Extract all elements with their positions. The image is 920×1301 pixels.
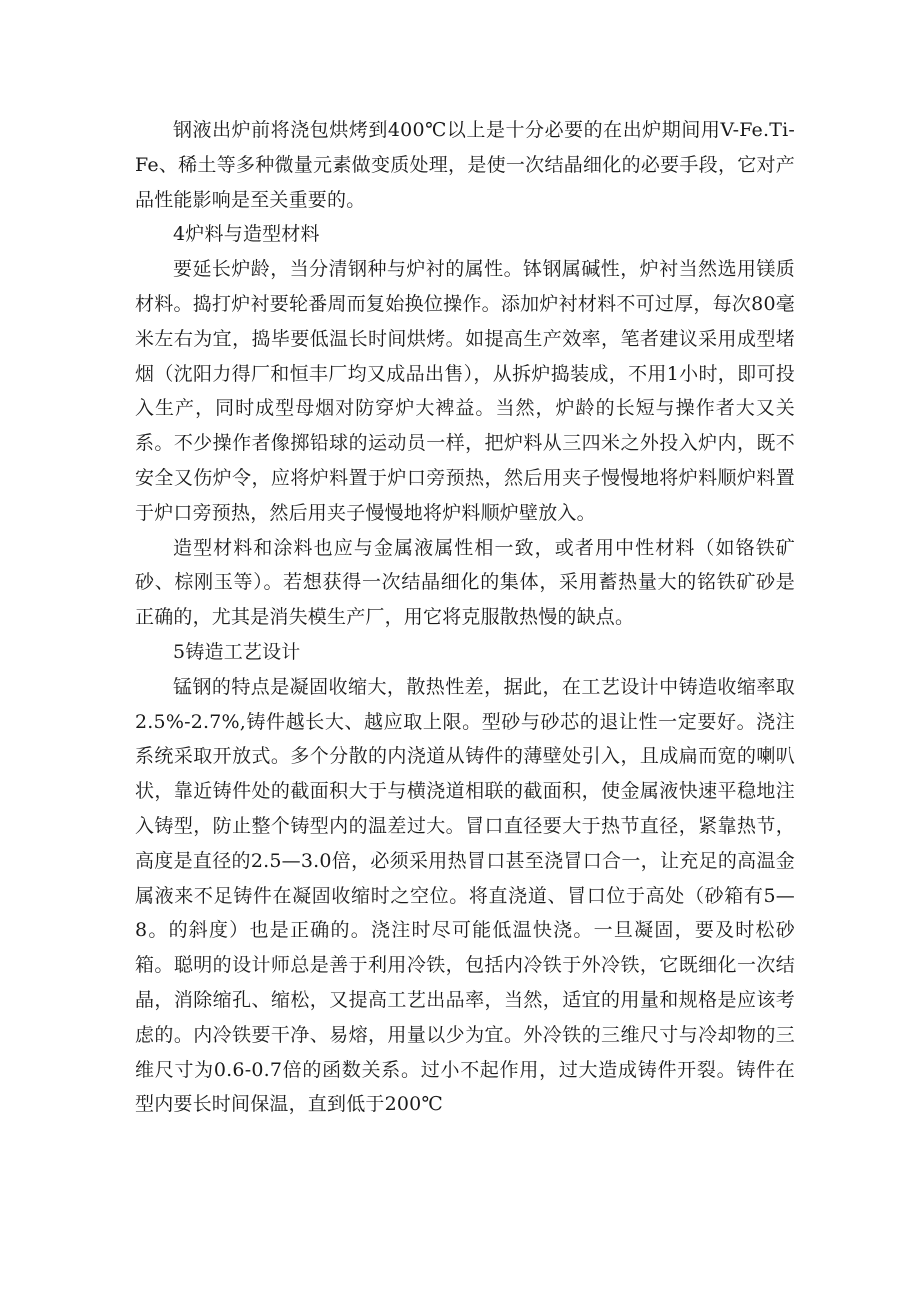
paragraph-furnace-lining: 要延长炉龄，当分清钢种与炉衬的属性。钵钢属碱性，炉衬当然选用镁质材料。捣打炉衬要轮番周而复始换位操作。添加炉衬材料不可过厚，每次80毫米左右为宜，捣毕要低温长时间烘烤。如提高生产效率，笔者建议采用成型堵烟（沈阳力得厂和恒丰厂均又成品出售），从拆炉捣装成，不用1小时，即可投入生产，同时成型母烟对防穿炉大裨益。当然，炉龄的长短与操作者大又关系。不少操作者像掷铅球的运动员一样，把炉料从三四米之外投入炉内，既不安全又伤炉令，应将炉料置于炉口旁预热，然后用夹子慢慢地将炉料顺炉料置于炉口旁预热，然后用夹子慢慢地将炉料顺炉壁放入。 [135, 258, 795, 524]
document-body [135, 113, 795, 1122]
paragraph-molding-materials: 造型材料和涂料也应与金属液属性相一致，或者用中性材料（如铬铁矿砂、棕刚玉等）。若想获得一次结晶细化的集体，采用蓄热量大的铭铁矿砂是正确的，尤其是消失模生产厂，用它将克服散热慢的缺点。 [135, 536, 795, 629]
section-heading-charge-materials: 4炉料与造型材料 [173, 223, 320, 246]
section-heading-casting-design: 5铸造工艺设计 [173, 640, 301, 663]
paragraph-casting-process: 锰钢的特点是凝固收缩大，散热性差，据此，在工艺设计中铸造收缩率取2.5%-2.7%,铸件越长大、越应取上限。型砂与砂芯的退让性一定要好。浇注系统采取开放式。多个分散的内浇道从铸件的薄壁处引入，且成扁而宽的喇叭状，靠近铸件处的截面积大于与横浇道相联的截面积，使金属液快速平稳地注入铸型，防止整个铸型内的温差过大。冒口直径要大于热节直径，紧靠热节，高度是直径的2.5—3.0倍，必须采用热冒口甚至浇冒口合一，让充足的高温金属液来不足铸件在凝固收缩时之空位。将直浇道、冒口位于高处（砂箱有5—8。的斜度）也是正确的。浇注时尽可能低温快浇。一旦凝固，要及时松砂箱。聪明的设计师总是善于利用冷铁，包括内冷铁于外冷铁，它既细化一次结晶，消除缩孔、缩松，又提高工艺出品率，当然，适宜的用量和规格是应该考虑的。内冷铁要干净、易熔，用量以少为宜。外冷铁的三维尺寸与冷却物的三维尺寸为0.6-0.7倍的函数关系。过小不起作用，过大造成铸件开裂。铸件在型内要长时间保温，直到低于200℃ [135, 675, 795, 1116]
paragraph-inoculation: 钢液出炉前将浇包烘烤到400℃以上是十分必要的在出炉期间用V-Fe.Ti-Fe、稀土等多种微量元素做变质处理，是使一次结晶细化的必要手段，它对产品性能影响是至关重要的。 [135, 119, 795, 211]
